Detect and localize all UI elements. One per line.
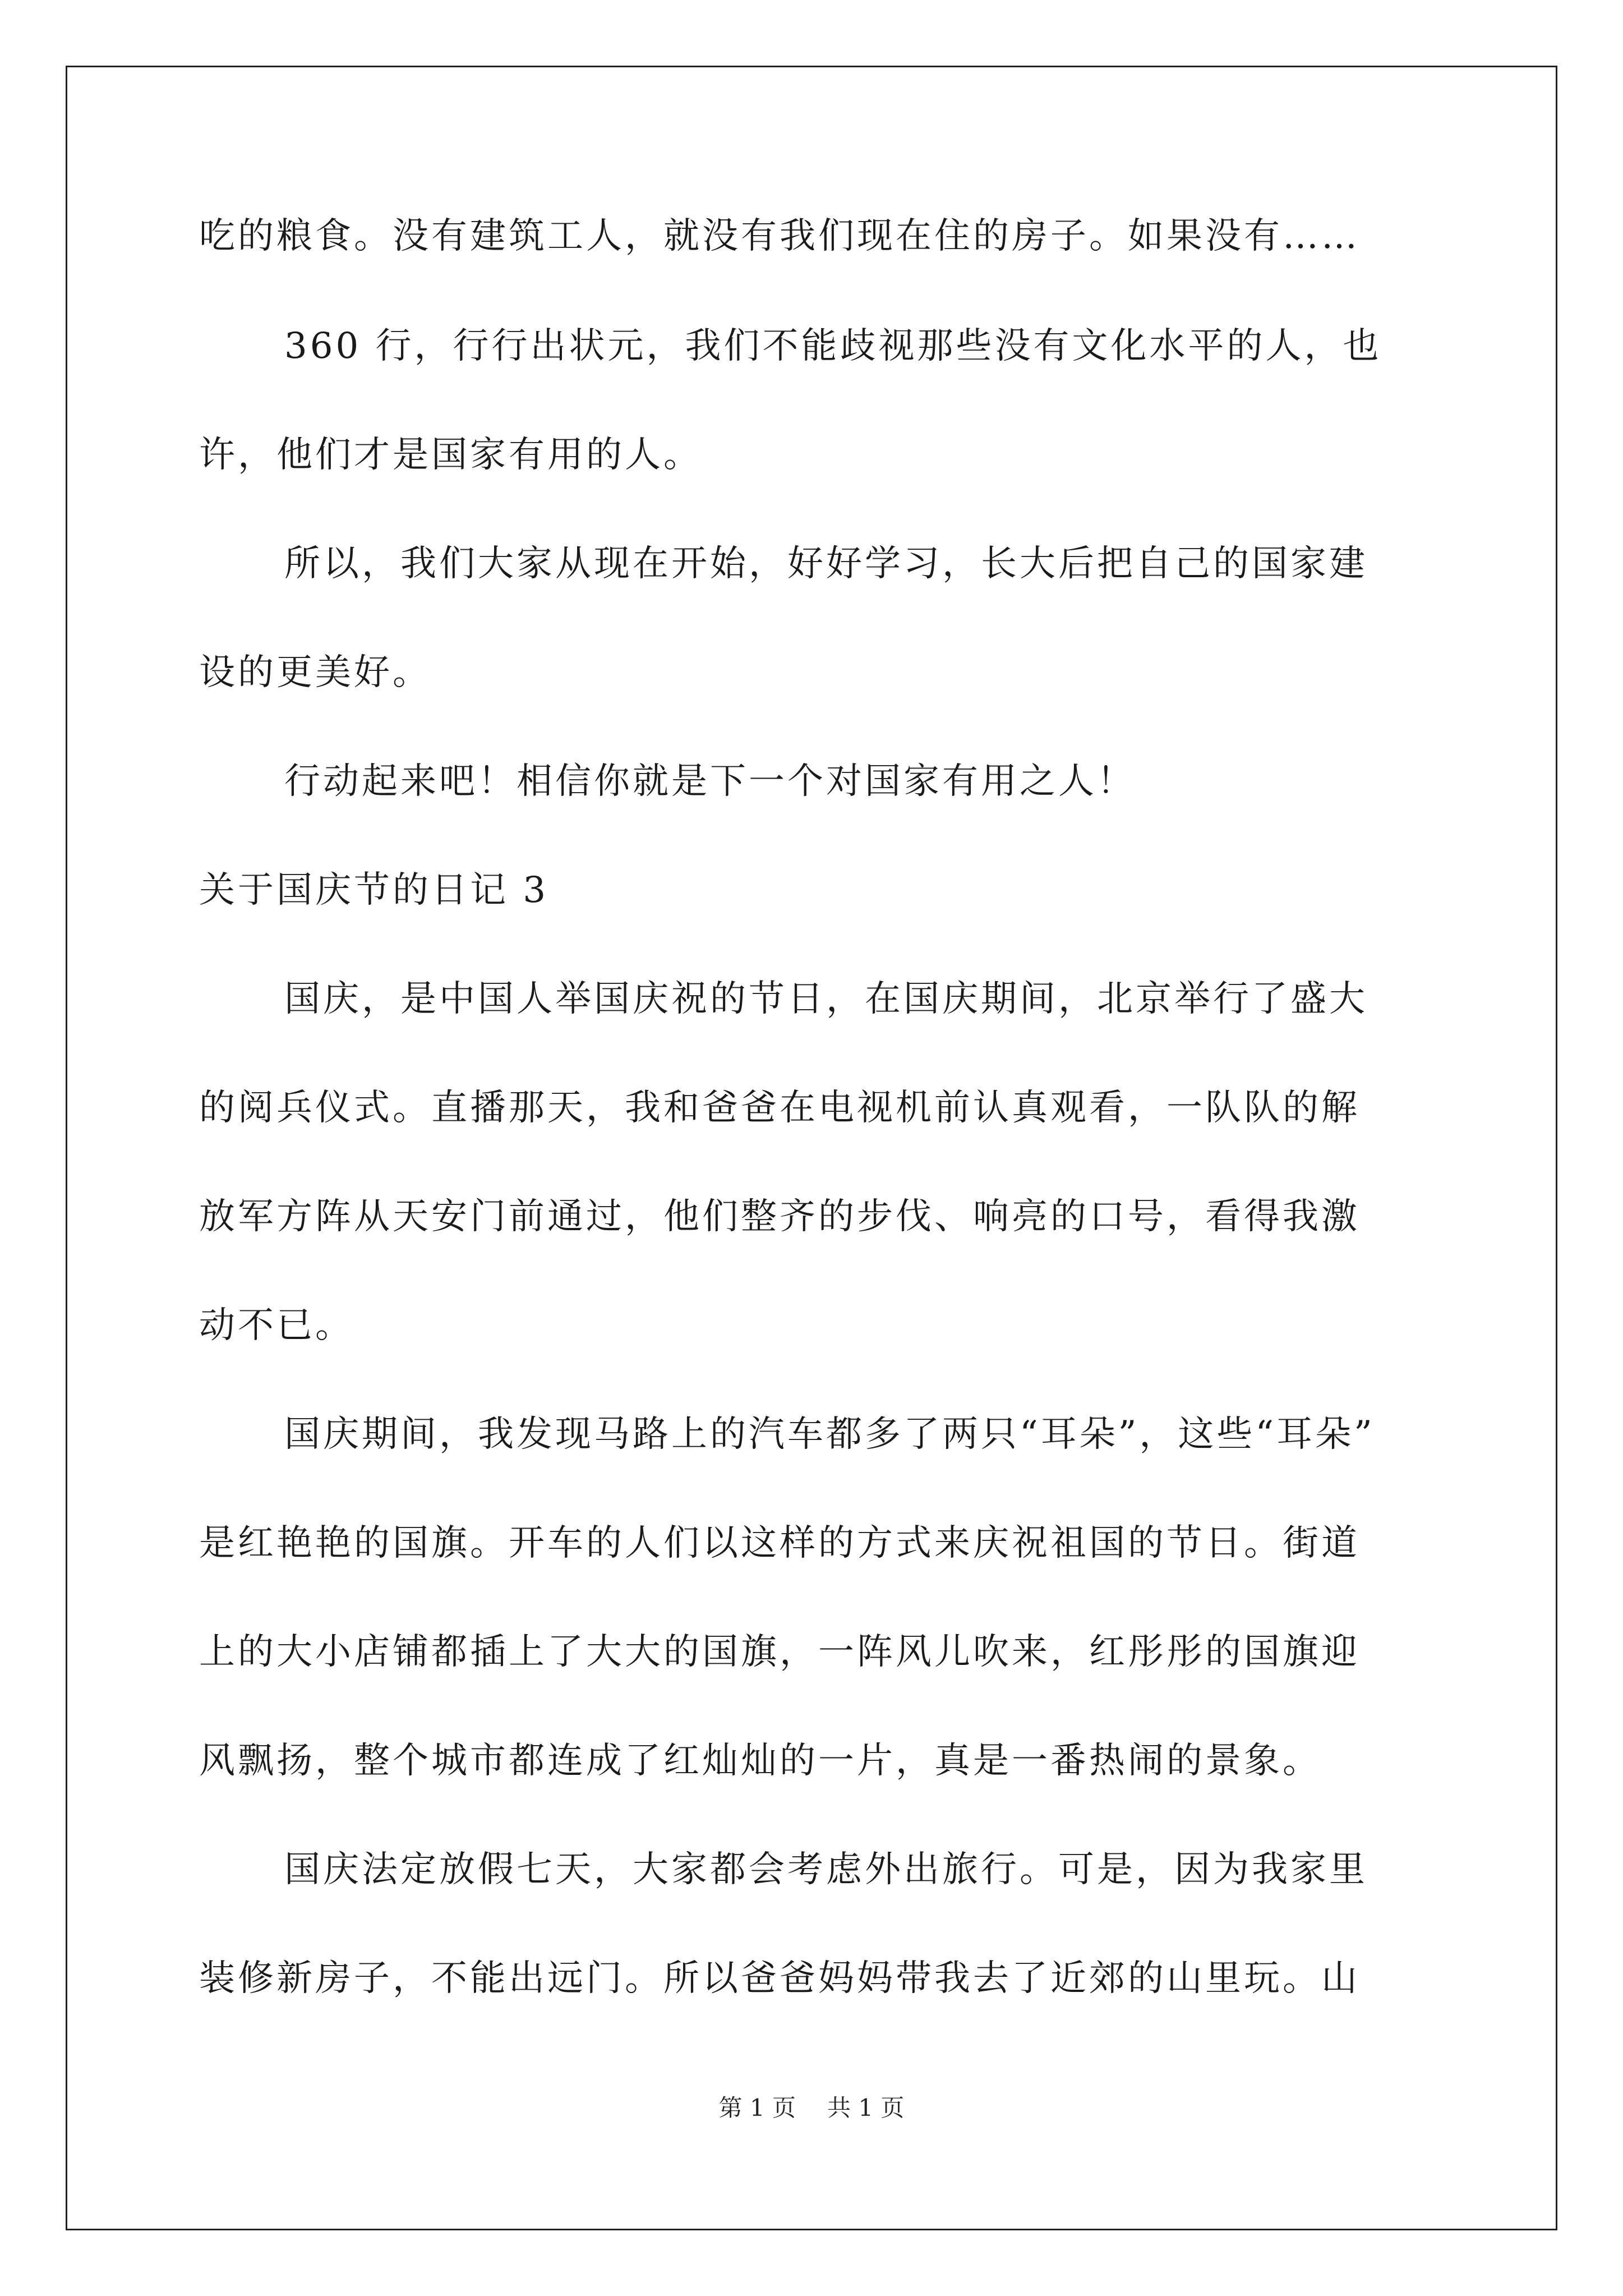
text-line: 行动起来吧！相信你就是下一个对国家有用之人！ <box>284 761 1136 802</box>
page-number: 第 1 页 <box>718 2094 796 2122</box>
text-line: 的阅兵仪式。直播那天，我和爸爸在电视机前认真观看，一队队的解 <box>199 1087 1360 1129</box>
text-line: 国庆法定放假七天，大家都会考虑外出旅行。可是，因为我家里 <box>284 1849 1368 1890</box>
text-line: 所以，我们大家从现在开始，好好学习，长大后把自己的国家建 <box>284 543 1368 585</box>
text-line: 装修新房子，不能出远门。所以爸爸妈妈带我去了近郊的山里玩。山 <box>199 1958 1360 1999</box>
page-border <box>66 66 1557 2230</box>
text-line: 国庆，是中国人举国庆祝的节日，在国庆期间，北京举行了盛大 <box>284 978 1368 1020</box>
text-line: 360 行，行行出状元，我们不能歧视那些没有文化水平的人，也 <box>284 325 1382 367</box>
text-line: 是红艳艳的国旗。开车的人们以这样的方式来庆祝祖国的节日。街道 <box>199 1522 1360 1564</box>
text-line: 吃的粮食。没有建筑工人，就没有我们现在住的房子。如果没有…… <box>199 215 1360 257</box>
text-line: 上的大小店铺都插上了大大的国旗，一阵风儿吹来，红彤彤的国旗迎 <box>199 1631 1360 1673</box>
text-line: 放军方阵从天安门前通过，他们整齐的步伐、响亮的口号，看得我激 <box>199 1196 1360 1237</box>
text-line: 许，他们才是国家有用的人。 <box>199 434 702 476</box>
page-total: 共 1 页 <box>827 2094 905 2122</box>
text-line: 设的更美好。 <box>199 652 431 693</box>
section-heading: 关于国庆节的日记 3 <box>199 869 549 911</box>
page-footer <box>0 2095 1623 2122</box>
text-line: 国庆期间，我发现马路上的汽车都多了两只“耳朵”，这些“耳朵” <box>284 1414 1375 1455</box>
text-line: 动不已。 <box>199 1305 354 1346</box>
text-line: 风飘扬，整个城市都连成了红灿灿的一片，真是一番热闹的景象。 <box>199 1740 1321 1782</box>
